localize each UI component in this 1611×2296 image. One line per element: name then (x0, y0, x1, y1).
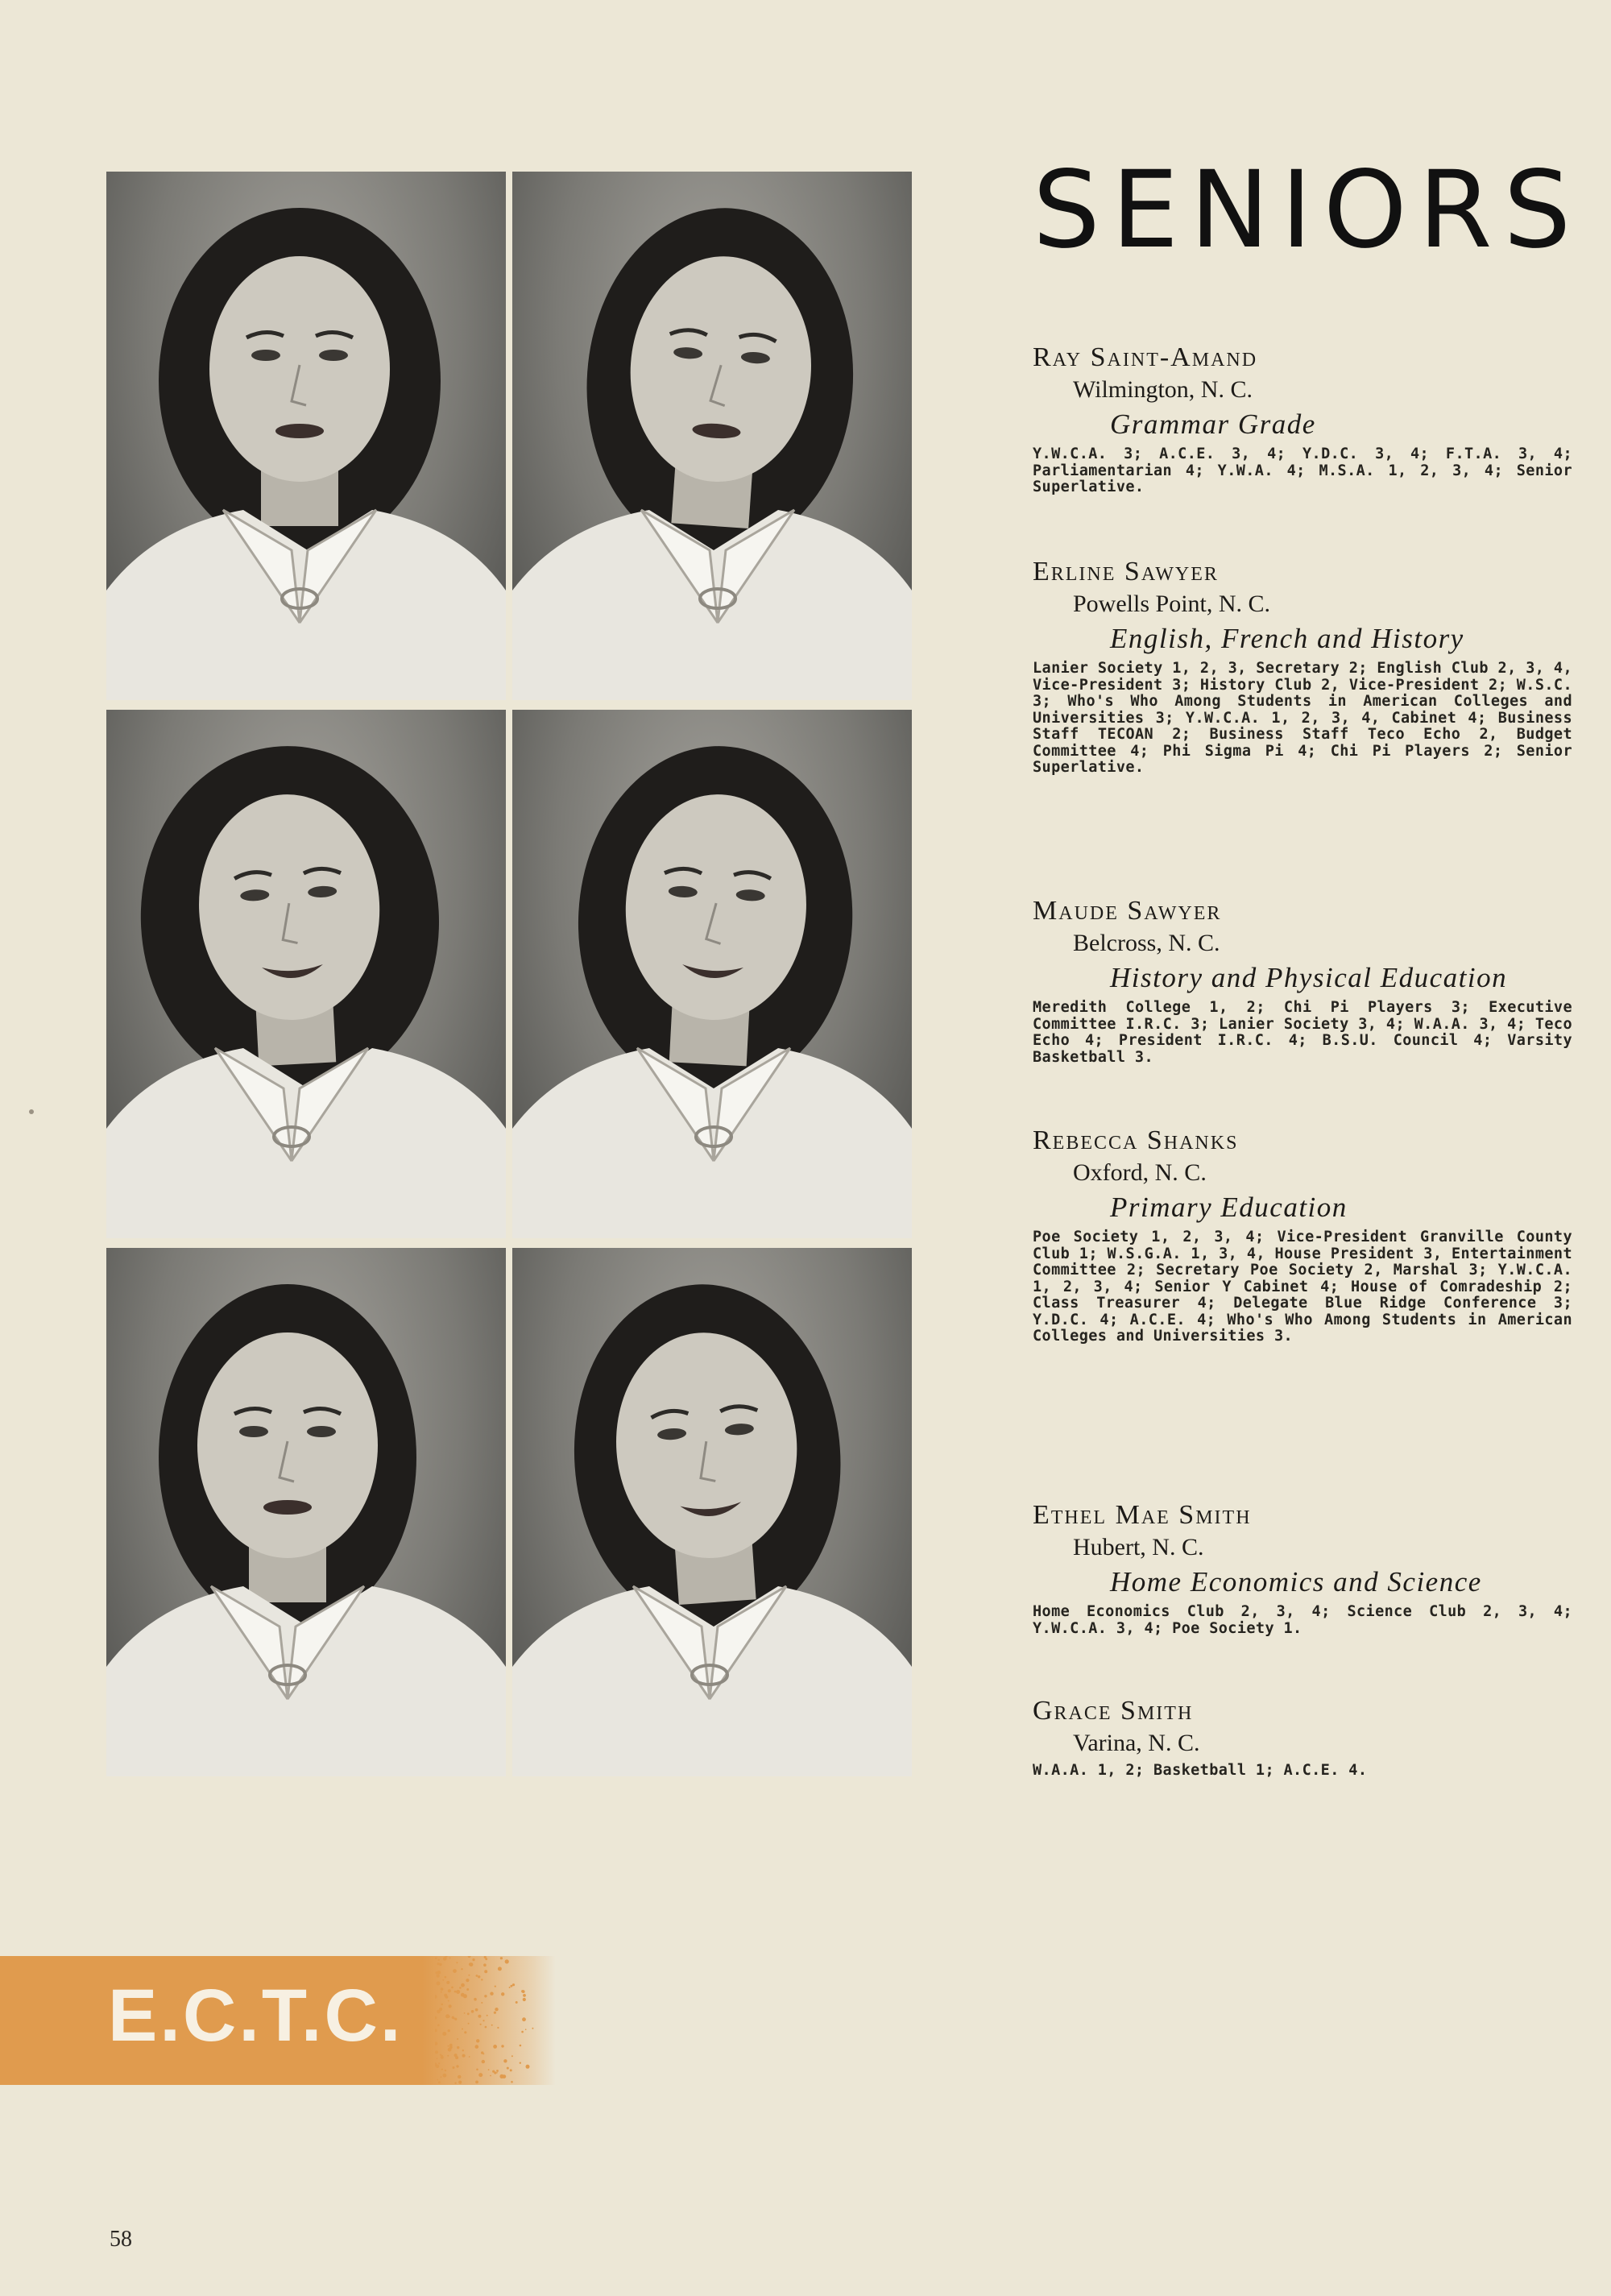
portrait-maude-sawyer (106, 710, 506, 1238)
senior-hometown: Belcross, N. C. (1073, 930, 1220, 956)
senior-hometown: Powells Point, N. C. (1073, 591, 1271, 617)
senior-name: Ray Saint-Amand (1033, 342, 1258, 372)
senior-activities: Lanier Society 1, 2, 3, Secretary 2; English Club 2, 3, 4, Vice-President 3; History Club 2, Vice-President 2; W.S.C. 3; Who's Who Among Students in American Colleges and Universities 3; Y.W.C.A. 1, 2, 3, 4, Cabinet 4; Business Staff TECOAN 2; Business Staff Teco Echo 2, Budget Committee 4; Phi Sigma Pi 4; Chi Pi Players 2; Senior Superlative. (1033, 660, 1572, 776)
portrait-photo (106, 1248, 506, 1776)
senior-major: Home Economics and Science (1110, 1566, 1482, 1598)
portrait-erline-sawyer (512, 172, 912, 700)
senior-activities: Home Economics Club 2, 3, 4; Science Club 2, 3, 4; Y.W.C.A. 3, 4; Poe Society 1. (1033, 1603, 1572, 1637)
school-band (0, 1956, 556, 2085)
band-halftone-edge (435, 1956, 556, 2085)
senior-hometown: Wilmington, N. C. (1073, 376, 1253, 403)
portrait-photo (512, 710, 912, 1238)
portrait-ray-saint-amand (106, 172, 506, 700)
portrait-photo (106, 710, 506, 1238)
senior-entry (1033, 895, 1572, 1066)
senior-major: Primary Education (1110, 1192, 1348, 1223)
senior-name: Rebecca Shanks (1033, 1125, 1239, 1155)
senior-entry (1033, 556, 1572, 777)
portrait-grace-smith (512, 1248, 912, 1776)
senior-entry (1033, 1499, 1572, 1637)
portrait-grid (106, 172, 912, 1783)
portrait-rebecca-shanks (512, 710, 912, 1238)
senior-name: Erline Sawyer (1033, 557, 1219, 586)
page-title: SENIORS (1033, 148, 1583, 272)
senior-hometown: Varina, N. C. (1073, 1730, 1200, 1756)
portrait-photo (512, 172, 912, 700)
portrait-photo (106, 172, 506, 700)
senior-name: Maude Sawyer (1033, 896, 1222, 926)
senior-hometown: Oxford, N. C. (1073, 1159, 1207, 1186)
senior-name: Ethel Mae Smith (1033, 1500, 1252, 1530)
senior-major: Grammar Grade (1110, 408, 1316, 440)
school-label: E.C.T.C. (108, 1975, 404, 2057)
portrait-photo (512, 1248, 912, 1776)
senior-entry (1033, 1695, 1572, 1780)
senior-activities: Y.W.C.A. 3; A.C.E. 3, 4; Y.D.C. 3, 4; F.T.A. 3, 4; Parliamentarian 4; Y.W.A. 4; M.S.A. 1, 2, 3, 4; Senior Superlative. (1033, 446, 1572, 495)
senior-hometown: Hubert, N. C. (1073, 1534, 1204, 1560)
senior-activities: Poe Society 1, 2, 3, 4; Vice-President Granville County Club 1; W.S.G.A. 1, 3, 4, House President 3, Entertainment Committee 2; Secretary Poe Society 2, Marshal 3; Y.W.C.A. 1, 2, 3, 4; Senior Y Cabinet 4; House of Comradeship 2; Class Treasurer 4; Delegate Blue Ridge Conference 3; Y.D.C. 4; A.C.E. 4; Who's Who Among Students in American Colleges and Universities 3. (1033, 1229, 1572, 1345)
senior-name: Grace Smith (1033, 1696, 1194, 1726)
senior-major: English, French and History (1110, 623, 1464, 654)
senior-entry (1033, 1125, 1572, 1345)
senior-entry (1033, 342, 1572, 496)
margin-mark (29, 1109, 34, 1114)
senior-activities: Meredith College 1, 2; Chi Pi Players 3; Executive Committee I.R.C. 3; Lanier Society 3, 4; W.A.A. 3, 4; Teco Echo 4; President I.R.C. 4; B.S.U. Council 4; Varsity Basketball 3. (1033, 999, 1572, 1066)
portrait-ethel-mae-smith (106, 1248, 506, 1776)
senior-activities: W.A.A. 1, 2; Basketball 1; A.C.E. 4. (1033, 1762, 1368, 1779)
senior-major: History and Physical Education (1110, 962, 1508, 993)
page-number: 58 (110, 2227, 132, 2252)
